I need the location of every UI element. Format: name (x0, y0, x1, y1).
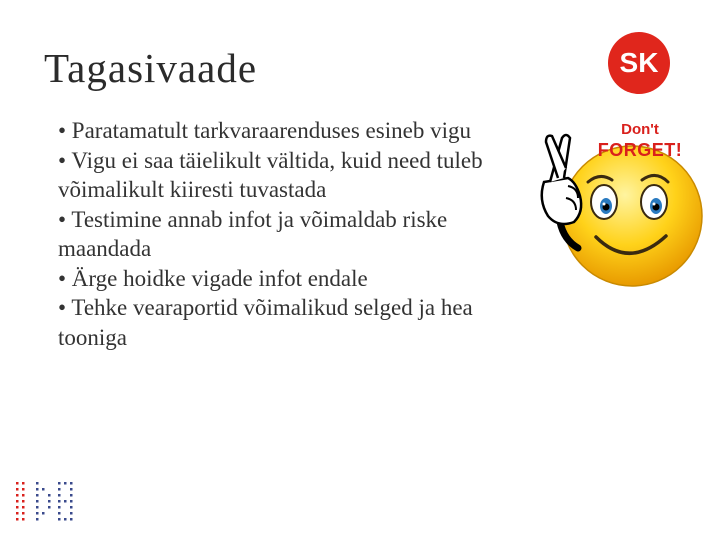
bullet-list (58, 116, 518, 352)
dont-forget-caption (590, 120, 690, 160)
bullet-item: • Vigu ei saa täielikult vältida, kuid need tuleb võimalikult kiiresti tuvastada (58, 147, 483, 202)
bullet-item: • Tehke vearaportid võimalikud selged ja hea tooniga (58, 295, 473, 350)
dont-forget-line1: Don't (621, 121, 659, 138)
bullet-item: • Paratamatult tarkvaraarenduses esineb vigu (58, 118, 471, 143)
corner-dots-logo (14, 480, 74, 524)
bullet-item: • Ärge hoidke vigade infot endale (58, 265, 368, 291)
dont-forget-line2: FORGET! (597, 140, 683, 160)
sk-logo (608, 32, 670, 94)
sk-logo-text: SK (619, 47, 659, 78)
bullet-item: • Testimine annab infot ja võimaldab riske maandada (58, 206, 448, 261)
slide-title: Tagasivaade (44, 45, 258, 91)
